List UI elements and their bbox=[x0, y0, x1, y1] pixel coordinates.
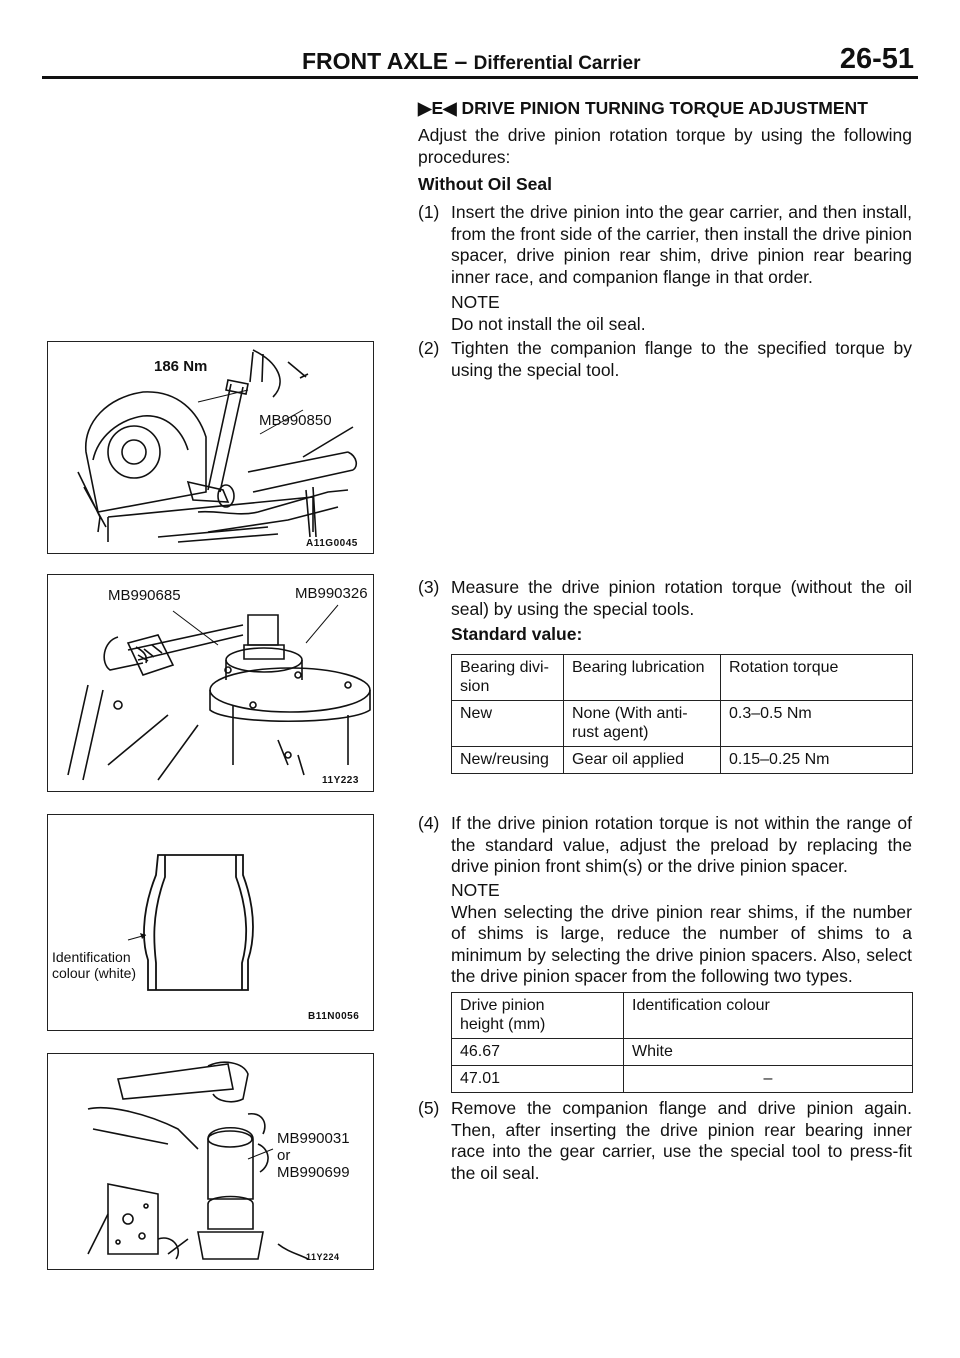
spacer-table bbox=[451, 992, 913, 1093]
identification-label-line1: Identification bbox=[52, 949, 131, 965]
step-text: Measure the drive pinion rotation torque (without the oil seal) by using the special tools. bbox=[451, 577, 912, 619]
table-row bbox=[452, 1039, 913, 1066]
figure-code: A11G0045 bbox=[306, 538, 358, 549]
content-column bbox=[418, 0, 912, 1358]
table-cell: 0.15–0.25 Nm bbox=[721, 747, 913, 774]
table-cell: New bbox=[452, 701, 564, 747]
figure-code: 11Y223 bbox=[322, 775, 359, 786]
torque-wrench-illustration bbox=[48, 342, 373, 553]
figure-spacer bbox=[47, 814, 374, 1031]
note-text: When selecting the drive pinion rear shims, if the number of shims is large, reduce the number of shims to a minimum by selecting the drive pinion spacers. Also, select the drive pinion spacer from the following two types. bbox=[451, 901, 912, 986]
spacer-illustration bbox=[48, 815, 373, 1030]
tool-label: MB990850 bbox=[259, 412, 332, 429]
step-number: (1) bbox=[418, 202, 440, 222]
table-cell: None (With anti- rust agent) bbox=[564, 701, 721, 747]
section-marker: ▶E◀ bbox=[418, 98, 457, 118]
table-header-row bbox=[452, 655, 913, 701]
table-header-cell: Bearing lubrication bbox=[564, 655, 721, 701]
figure-oil-seal-press bbox=[47, 1053, 374, 1270]
standard-value-label: Standard value: bbox=[451, 624, 583, 644]
subheading: Without Oil Seal bbox=[418, 174, 553, 194]
step-4 bbox=[418, 813, 912, 878]
step-text: Remove the companion flange and drive pinion again. Then, after inserting the drive pinion rear bearing inner race into the gear carrier, use the special tool to press-fit the oil seal. bbox=[451, 1098, 912, 1183]
tool-label-line1: MB990031 bbox=[277, 1130, 350, 1147]
section-title-text: DRIVE PINION TURNING TORQUE ADJUSTMENT bbox=[461, 98, 868, 118]
table-row bbox=[452, 1066, 913, 1093]
rotation-torque-illustration bbox=[48, 575, 373, 791]
note-1 bbox=[451, 292, 912, 335]
tool-label-line3: MB990699 bbox=[277, 1164, 350, 1181]
table-cell: 47.01 bbox=[452, 1066, 624, 1093]
header-subsection: Differential Carrier bbox=[473, 53, 641, 74]
table-header-row bbox=[452, 993, 913, 1039]
step-text: Tighten the companion flange to the specified torque by using the special tool. bbox=[451, 338, 912, 380]
step-2 bbox=[418, 338, 912, 381]
oil-seal-press-illustration bbox=[48, 1054, 373, 1269]
step-text: Insert the drive pinion into the gear carrier, and then install, from the front side of the carrier, then install the drive pinion spacer, drive pinion rear shim, drive pinion rear bearing inner race, and companion flange in that order. bbox=[451, 202, 912, 287]
table-row bbox=[452, 701, 913, 747]
torque-label: 186 Nm bbox=[154, 358, 208, 375]
table-cell: New/reusing bbox=[452, 747, 564, 774]
table-header-cell: Drive pinion height (mm) bbox=[452, 993, 624, 1039]
step-5 bbox=[418, 1098, 912, 1184]
step-1 bbox=[418, 202, 912, 288]
figure-torque-wrench bbox=[47, 341, 374, 554]
page-number: 26-51 bbox=[839, 43, 914, 75]
step-number: (3) bbox=[418, 577, 440, 597]
table-cell: 46.67 bbox=[452, 1039, 624, 1066]
identification-label-line2: colour (white) bbox=[52, 965, 137, 981]
note-label: NOTE bbox=[451, 292, 500, 312]
table-cell: 0.3–0.5 Nm bbox=[721, 701, 913, 747]
intro-paragraph: Adjust the drive pinion rotation torque by using the following procedures: bbox=[418, 125, 912, 167]
note-label: NOTE bbox=[451, 880, 500, 900]
step-number: (2) bbox=[418, 338, 440, 358]
step-number: (5) bbox=[418, 1098, 440, 1118]
rotation-torque-table bbox=[451, 654, 913, 774]
table-cell: White bbox=[624, 1039, 913, 1066]
section-title bbox=[418, 98, 868, 120]
header-dash: – bbox=[454, 48, 468, 74]
table-header-cell: Identification colour bbox=[624, 993, 913, 1039]
step-text: If the drive pinion rotation torque is not within the range of the standard value, adjust the preload by replacing the drive pinion front shim(s) or the drive pinion spacer. bbox=[451, 813, 912, 876]
header-section: FRONT AXLE bbox=[302, 48, 449, 74]
figure-code: B11N0056 bbox=[308, 1011, 360, 1022]
table-row bbox=[452, 747, 913, 774]
table-header-cell: Rotation torque bbox=[721, 655, 913, 701]
table-cell: – bbox=[624, 1066, 913, 1093]
tool-left-label: MB990685 bbox=[108, 587, 181, 604]
tool-right-label: MB990326 bbox=[295, 585, 368, 602]
figure-rotation-torque bbox=[47, 574, 374, 792]
step-3 bbox=[418, 577, 912, 620]
note-2 bbox=[451, 880, 912, 988]
tool-label-line2: or bbox=[277, 1147, 291, 1164]
note-text: Do not install the oil seal. bbox=[451, 313, 646, 334]
step-number: (4) bbox=[418, 813, 440, 833]
table-header-cell: Bearing divi- sion bbox=[452, 655, 564, 701]
table-cell: Gear oil applied bbox=[564, 747, 721, 774]
figure-code: 11Y224 bbox=[306, 1252, 340, 1262]
